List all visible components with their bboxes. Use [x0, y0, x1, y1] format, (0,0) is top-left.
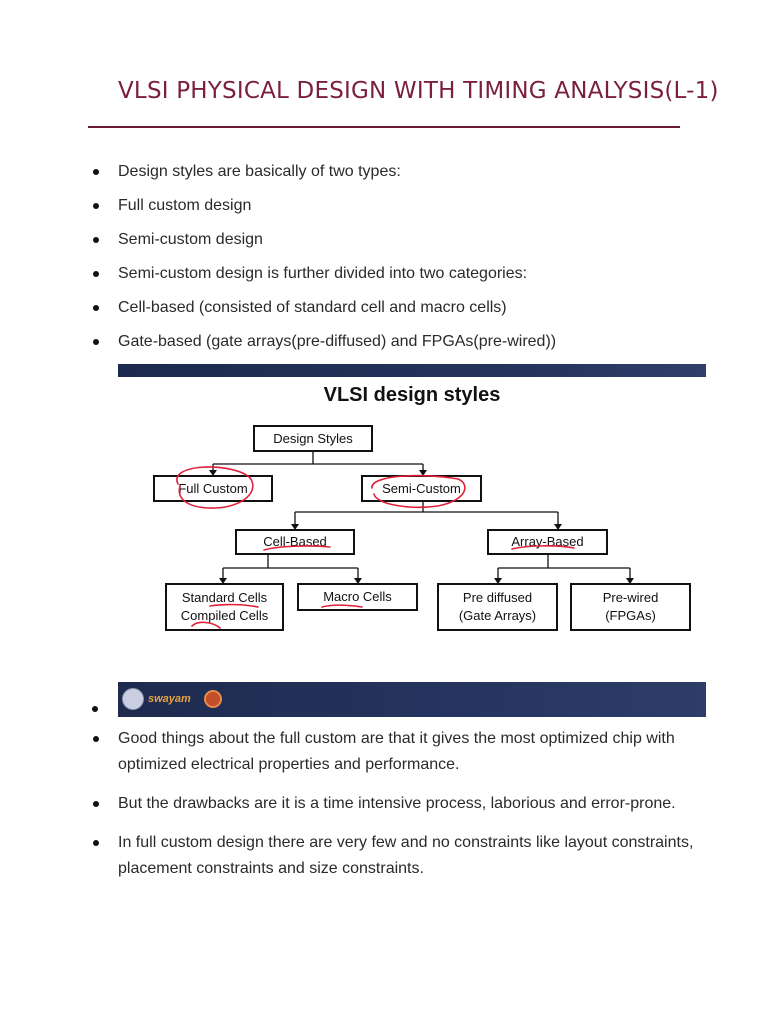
institute-logo [122, 688, 144, 710]
list-item: Full custom design [118, 193, 698, 219]
slide-image [118, 364, 706, 717]
empty-bullet [92, 706, 98, 712]
underline-macro [322, 605, 362, 607]
list-item: Gate-based (gate arrays(pre-diffused) and FPGAs(pre-wired)) [118, 329, 698, 355]
list-item: Cell-based (consisted of standard cell and macro cells) [118, 295, 698, 321]
list-item: In full custom design there are very few and no constraints like layout constraints, placement constraints and size constraints. [118, 830, 698, 882]
node-array-based: Array-Based [487, 529, 608, 555]
detail-bullet-list [118, 726, 698, 895]
underline-array-based [512, 546, 574, 549]
node-pre-wired: Pre-wired (FPGAs) [570, 583, 691, 631]
node-pre-diffused: Pre diffused (Gate Arrays) [437, 583, 558, 631]
circle-annotation-semi-custom [372, 476, 465, 508]
list-item: But the drawbacks are it is a time intensive process, laborious and error-prone. [118, 791, 698, 817]
intro-bullet-list [118, 159, 698, 363]
page-title: VLSI PHYSICAL DESIGN WITH TIMING ANALYSIS(L-1) [118, 78, 719, 104]
list-item: Semi-custom design is further divided into two categories: [118, 261, 698, 287]
underline-compiled [192, 622, 220, 628]
node-design-styles: Design Styles [253, 425, 373, 452]
node-full-custom: Full Custom [153, 475, 273, 502]
underline-standard [210, 605, 258, 607]
list-item: Design styles are basically of two types: [118, 159, 698, 185]
underline-cell-based [264, 546, 330, 550]
list-item: Good things about the full custom are that it gives the most optimized chip with optimized electrical properties and performance. [118, 726, 698, 778]
slide-title: VLSI design styles [323, 384, 501, 406]
seal-logo [204, 690, 222, 708]
node-cell-based: Cell-Based [235, 529, 355, 555]
node-macro-cells: Macro Cells [297, 583, 418, 611]
title-divider [88, 126, 680, 128]
list-item: Semi-custom design [118, 227, 698, 253]
node-standard-compiled-cells: Standard Cells Compiled Cells [165, 583, 284, 631]
handwritten-annotations [118, 364, 706, 682]
swayam-logo: swayam [148, 693, 191, 705]
circle-annotation-full-custom [177, 467, 253, 508]
node-semi-custom: Semi-Custom [361, 475, 482, 502]
